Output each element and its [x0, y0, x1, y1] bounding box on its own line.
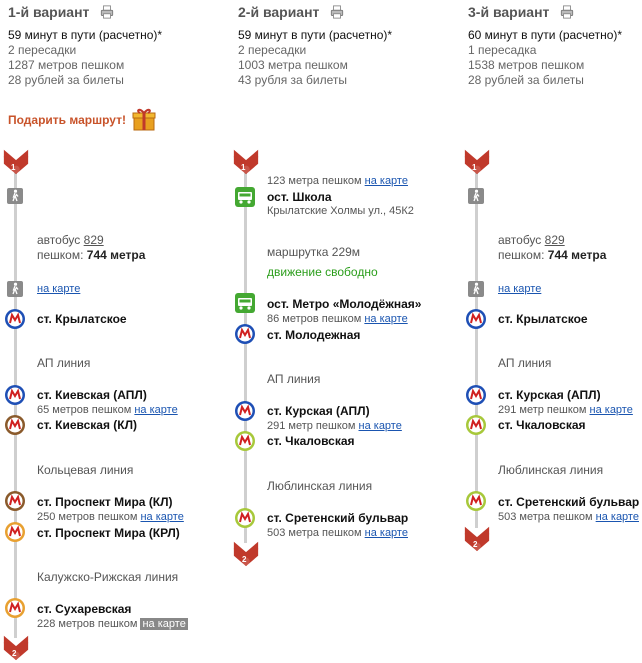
station: ст. Курская (АПЛ) [267, 404, 370, 418]
transfer-walk: 291 метр пешком на карте [498, 404, 633, 416]
route-line [475, 168, 478, 528]
start-walk: 123 метра пешком на карте [267, 175, 408, 187]
start-arrow-icon[interactable] [232, 146, 260, 176]
metro-icon [465, 384, 487, 406]
transfers: 2 пересадки [238, 43, 307, 57]
end-marker-number: 2 [473, 540, 478, 549]
walk-icon [7, 188, 23, 204]
map-link[interactable]: на карте [134, 404, 178, 416]
transfer-walk: 503 метра пешком на карте [267, 527, 408, 539]
station: ст. Сухаревская [37, 602, 132, 616]
bus-icon [235, 293, 255, 313]
station: ст. Киевская (АПЛ) [37, 388, 147, 402]
metro-line: Люблинская линия [498, 463, 604, 477]
transfer-walk: 86 метров пешком на карте [267, 313, 408, 325]
travel-time: 60 минут в пути (расчетно)* [468, 28, 623, 42]
map-link[interactable]: на карте [142, 618, 186, 630]
bus-number-link[interactable]: 829 [83, 233, 104, 247]
bus-stop-address: Крылатские Холмы ул., 45К2 [267, 205, 414, 217]
metro-line: Люблинская линия [267, 479, 373, 493]
traffic-status: движение свободно [267, 265, 378, 279]
station: ст. Сретенский бульвар [267, 511, 409, 525]
metro-icon [465, 490, 487, 512]
metro-icon [234, 400, 256, 422]
printer-icon[interactable] [99, 5, 115, 19]
variant-title: 1-й вариант [8, 4, 90, 20]
metro-icon [465, 308, 487, 330]
transfer-walk: 503 метра пешком на карте [498, 511, 639, 523]
variant-stats [238, 28, 392, 88]
variant-stats [468, 28, 622, 88]
map-link[interactable]: на карте [364, 175, 408, 187]
cost: 28 рублей за билеты [468, 73, 584, 87]
map-link[interactable]: на карте [358, 420, 402, 432]
station: ст. Чкаловская [498, 418, 586, 432]
station: ст. Киевская (КЛ) [37, 418, 138, 432]
variant-1-header [8, 4, 115, 20]
metro-line: Кольцевая линия [37, 463, 134, 477]
printer-icon[interactable] [329, 5, 345, 19]
cost: 43 рубля за билеты [238, 73, 348, 87]
map-link[interactable]: на карте [37, 283, 81, 295]
end-marker-number: 2 [242, 555, 247, 564]
map-link[interactable]: на карте [364, 527, 408, 539]
gift-route-button[interactable] [8, 106, 157, 132]
start-arrow-icon[interactable] [463, 146, 491, 176]
metro-line: АП линия [37, 356, 91, 370]
walk-info: пешком: 744 метра [37, 248, 146, 262]
walk-icon [468, 188, 484, 204]
metro-line: АП линия [267, 372, 321, 386]
bus-stop: ост. Школа [267, 190, 332, 204]
metro-icon [234, 430, 256, 452]
transfer-walk: 65 метров пешком на карте [37, 404, 178, 416]
variant-2-header [238, 4, 345, 20]
start-arrow-icon[interactable] [2, 146, 30, 176]
variant-title: 2-й вариант [238, 4, 320, 20]
station: ст. Сретенский бульвар [498, 495, 640, 509]
start-marker-number: 1 [472, 163, 477, 172]
walk-info: пешком: 744 метра [498, 248, 607, 262]
metro-line: Калужско-Рижская линия [37, 570, 179, 584]
variant-stats [8, 28, 162, 88]
printer-icon[interactable] [559, 5, 575, 19]
minibus-route: маршрутка 229м [267, 245, 361, 259]
gift-route-label: Подарить маршрут! [8, 113, 126, 127]
bus-info: автобус 829 [498, 233, 565, 247]
start-marker-number: 1 [241, 163, 246, 172]
start-marker-number: 1 [11, 163, 16, 172]
variant-title: 3-й вариант [468, 4, 550, 20]
bus-icon [235, 187, 255, 207]
travel-time: 59 минут в пути (расчетно)* [8, 28, 163, 42]
transfer-walk: 228 метров пешком на карте [37, 618, 186, 630]
walk-total: 1538 метров пешком [468, 58, 585, 72]
walk-total: 1003 метра пешком [238, 58, 348, 72]
gift-icon [131, 106, 157, 132]
walk-icon [468, 281, 484, 297]
station: ст. Проспект Мира (КРЛ) [37, 526, 180, 540]
metro-line: АП линия [498, 356, 552, 370]
cost: 28 рублей за билеты [8, 73, 124, 87]
end-marker-number: 2 [12, 649, 17, 658]
metro-icon [4, 414, 26, 436]
bus-number-link[interactable]: 829 [544, 233, 565, 247]
station: ст. Крылатское [498, 312, 588, 326]
station: ст. Чкаловская [267, 434, 355, 448]
metro-icon [234, 323, 256, 345]
map-link[interactable]: на карте [140, 511, 184, 523]
bus-info: автобус 829 [37, 233, 104, 247]
walk-icon [7, 281, 23, 297]
route-line [244, 168, 247, 543]
station: ст. Крылатское [37, 312, 127, 326]
metro-icon [4, 597, 26, 619]
travel-time: 59 минут в пути (расчетно)* [238, 28, 393, 42]
walk-total: 1287 метров пешком [8, 58, 125, 72]
station: ст. Молодежная [267, 328, 361, 342]
transfer-walk: 250 метров пешком на карте [37, 511, 184, 523]
station: ст. Проспект Мира (КЛ) [37, 495, 173, 509]
map-link[interactable]: на карте [498, 283, 542, 295]
metro-icon [4, 308, 26, 330]
metro-icon [4, 521, 26, 543]
bus-stop: ост. Метро «Молодёжная» [267, 297, 422, 311]
station: ст. Курская (АПЛ) [498, 388, 601, 402]
metro-icon [4, 490, 26, 512]
metro-icon [234, 507, 256, 529]
map-link[interactable]: на карте [589, 404, 633, 416]
metro-icon [4, 384, 26, 406]
transfers: 1 пересадка [468, 43, 537, 57]
transfers: 2 пересадки [8, 43, 77, 57]
map-link[interactable]: на карте [595, 511, 639, 523]
map-link[interactable]: на карте [364, 313, 408, 325]
variant-3-header [468, 4, 575, 20]
transfer-walk: 291 метр пешком на карте [267, 420, 402, 432]
metro-icon [465, 414, 487, 436]
